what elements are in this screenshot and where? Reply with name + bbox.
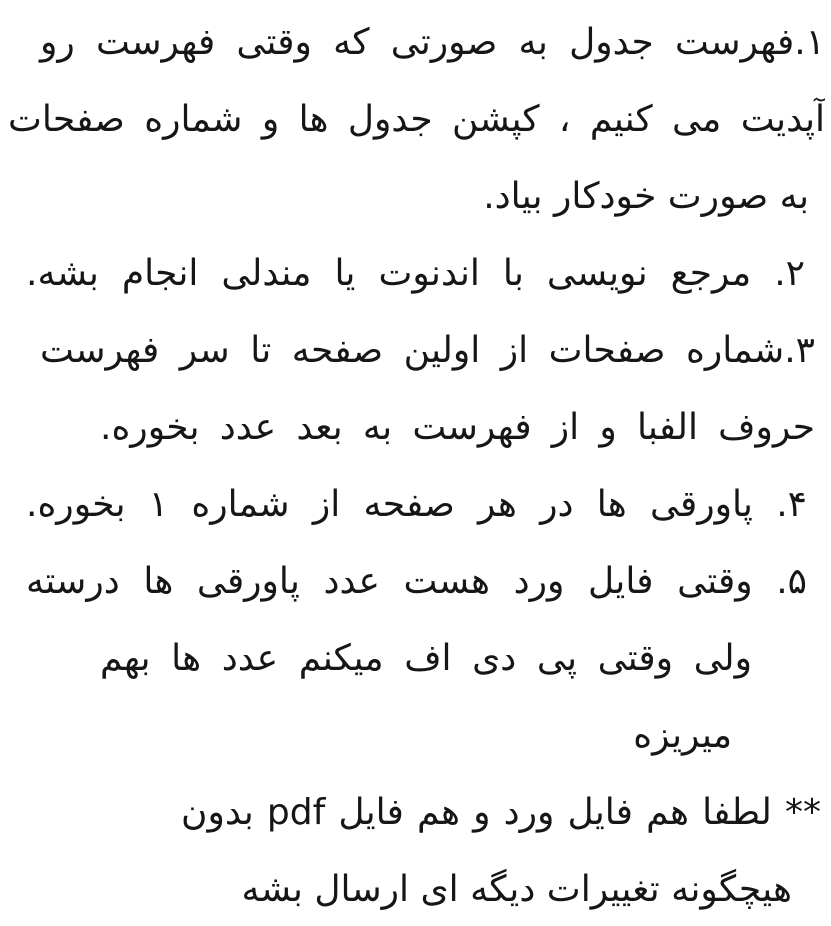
text-line: میریزه — [633, 715, 732, 756]
text-line: به صورت خودکار بیاد. — [483, 176, 809, 217]
text-line: ۳.شماره صفحات از اولین صفحه تا سر فهرست — [40, 330, 815, 371]
text-line: حروف الفبا و از فهرست به بعد عدد بخوره. — [100, 407, 815, 448]
text-line: ۵. وقتی فایل ورد هست عدد پاورقی ها درسته — [26, 561, 807, 602]
text-line: ۲. مرجع نویسی با اندنوت یا مندلی انجام بشه. — [26, 253, 805, 294]
text-line: ولی وقتی پی دی اف میکنم عدد ها بهم — [100, 638, 752, 679]
text-line: ۴. پاورقی ها در هر صفحه از شماره ۱ بخوره. — [26, 484, 807, 525]
text-line: آپدیت می کنیم ، کپشن جدول ها و شماره صفحات — [8, 99, 825, 140]
text-line: ** لطفا هم فایل ورد و هم فایل pdf بدون — [181, 792, 821, 833]
text-line: ۱.فهرست جدول به صورتی که وقتی فهرست رو — [40, 22, 825, 63]
text-line: هیچگونه تغییرات دیگه ای ارسال بشه — [241, 869, 792, 910]
